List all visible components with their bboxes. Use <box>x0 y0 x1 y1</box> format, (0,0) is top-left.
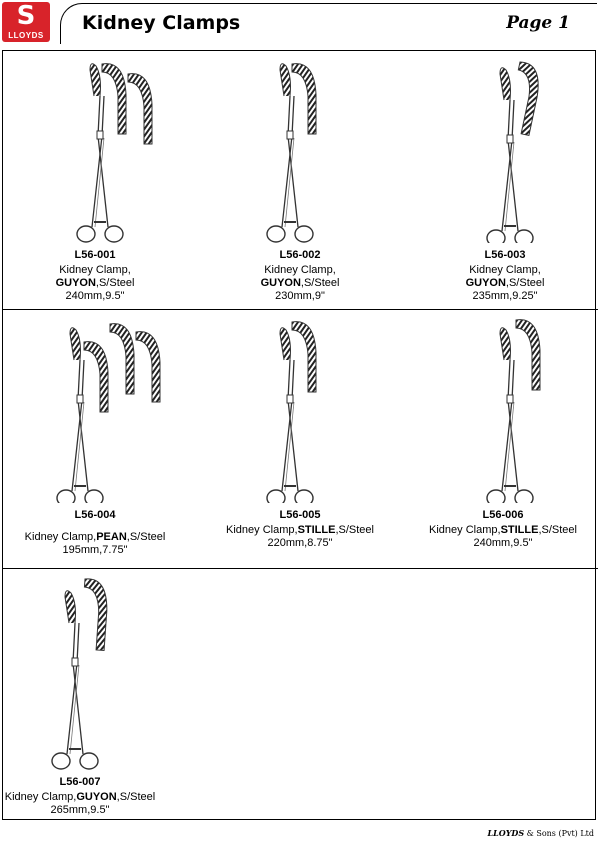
product-type: GUYON <box>260 277 301 289</box>
logo-brand: LLOYDS <box>8 31 44 40</box>
lloyds-logo <box>2 2 50 42</box>
product-name: Kidney Clamp, <box>59 264 131 276</box>
product-type: STILLE <box>297 524 336 536</box>
product-type: GUYON <box>76 791 117 803</box>
product-code: L56-004 <box>74 509 116 521</box>
page-number: Page 1 <box>506 13 570 33</box>
clamp-illustration-l56-005 <box>250 318 370 503</box>
footer-brand: LLOYDS <box>487 828 525 838</box>
product-material: ,S/Steel <box>95 277 135 289</box>
product-type: STILLE <box>500 524 539 536</box>
product-size: 230mm,9" <box>275 290 325 302</box>
product-size: 265mm,9.5" <box>50 804 110 816</box>
product-name: Kidney Clamp, <box>264 264 336 276</box>
product-type: GUYON <box>55 277 96 289</box>
product-size: 195mm,7.75" <box>62 544 128 556</box>
product-item-l56-001 <box>5 249 185 303</box>
product-name: Kidney Clamp, <box>429 524 501 536</box>
product-code: L56-006 <box>482 509 524 521</box>
product-material: ,S/Steel <box>505 277 545 289</box>
product-code: L56-003 <box>484 249 526 261</box>
product-material: ,S/Steel <box>300 277 340 289</box>
product-size: 240mm,9.5" <box>473 537 533 549</box>
product-material: ,S/Steel <box>126 531 166 543</box>
clamp-illustration-l56-002 <box>250 58 370 243</box>
product-name: Kidney Clamp, <box>4 791 77 803</box>
clamp-illustration-l56-003 <box>470 58 590 243</box>
product-material: ,S/Steel <box>335 524 374 536</box>
product-size: 220mm,8.75" <box>267 537 333 549</box>
footer-company <box>487 828 594 838</box>
product-material: ,S/Steel <box>116 791 156 803</box>
product-code: L56-002 <box>279 249 321 261</box>
product-size: 235mm,9.25" <box>472 290 538 302</box>
product-item-l56-005 <box>205 509 395 550</box>
product-type: GUYON <box>465 277 506 289</box>
row-divider <box>2 309 598 310</box>
product-code: L56-007 <box>59 776 101 788</box>
product-name: Kidney Clamp, <box>226 524 298 536</box>
product-item-l56-003 <box>415 249 595 303</box>
product-item-l56-006 <box>408 509 598 550</box>
product-code: L56-005 <box>279 509 321 521</box>
footer-rest: & Sons (Pvt) Ltd <box>524 829 594 838</box>
product-name: Kidney Clamp, <box>469 264 541 276</box>
clamp-illustration-l56-007 <box>35 575 155 770</box>
product-name: Kidney Clamp, <box>24 531 97 543</box>
product-item-l56-002 <box>210 249 390 303</box>
page-title: Kidney Clamps <box>82 12 241 34</box>
clamp-illustration-l56-004 <box>40 318 180 503</box>
product-item-l56-007 <box>0 776 160 817</box>
clamp-illustration-l56-001 <box>50 58 190 243</box>
clamp-illustration-l56-006 <box>470 318 590 503</box>
row-divider <box>2 568 598 569</box>
product-material: ,S/Steel <box>538 524 577 536</box>
product-item-l56-004 <box>0 509 190 557</box>
product-type: PEAN <box>96 531 127 543</box>
product-code: L56-001 <box>74 249 116 261</box>
product-size: 240mm,9.5" <box>65 290 125 302</box>
logo-letter: S <box>16 1 36 31</box>
